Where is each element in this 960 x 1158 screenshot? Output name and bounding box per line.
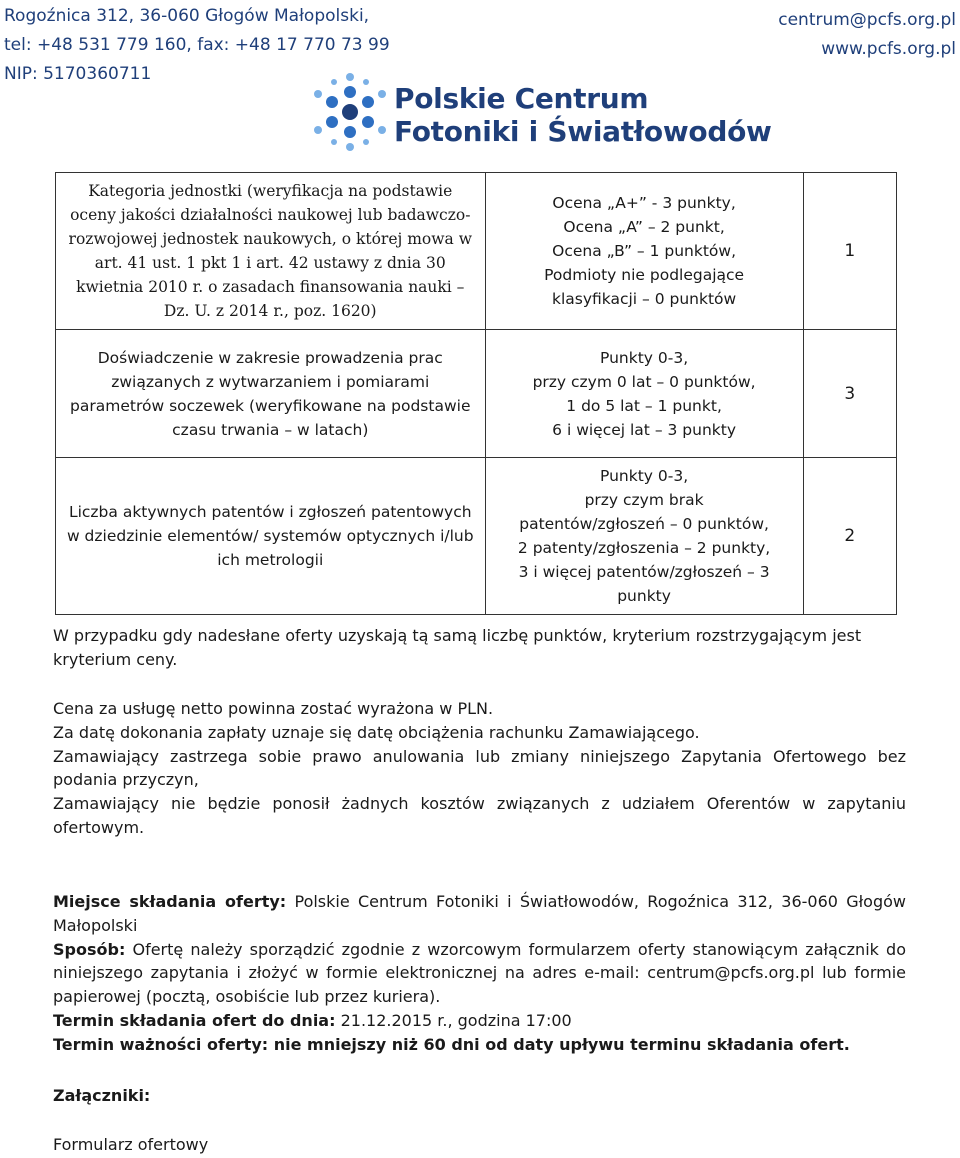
currency-condition: Cena za usługę netto powinna zostać wyrażona w PLN.	[53, 699, 494, 718]
criterion-cell: Liczba aktywnych patentów i zgłoszeń patentowych w dziedzinie elementów/ systemów optycznych i/lub ich metrologii	[56, 458, 486, 615]
submission-place	[53, 890, 906, 938]
scoring-line: klasyfikacji – 0 punktów	[551, 290, 737, 308]
scoring-line: 2 patenty/zgłoszenia – 2 punkty,	[517, 539, 771, 557]
criterion-cell: Kategoria jednostki (weryfikacja na podstawie oceny jakości działalności naukowej lub badawczo-rozwojowej jednostek naukowych, o której mowa w art. 41 ust. 1 pkt 1 i art. 42 ustawy z dnia 30 kwietnia 2010 r. o zasadach finansowania nauki – Dz. U. z 2014 r., poz. 1620)	[56, 173, 486, 330]
place-value: Polskie Centrum Fotoniki i Światłowodów, Rogoźnica 312, 36-060 Głogów Małopolski	[53, 892, 907, 935]
tie-rule-paragraph: W przypadku gdy nadesłane oferty uzyskają tą samą liczbę punktów, kryterium rozstrzygającym jest kryterium ceny.	[53, 626, 862, 669]
costs-condition: Zamawiający nie będzie ponosił żadnych kosztów związanych z udziałem Oferentów w zapytaniu ofertowym.	[53, 794, 906, 837]
scoring-line: Ocena „A” – 2 punkt,	[563, 218, 725, 236]
submission-deadline	[53, 1009, 906, 1033]
place-label: Miejsce składania oferty:	[53, 892, 287, 911]
scoring-cell	[485, 330, 803, 458]
scoring-line: 3 i więcej patentów/zgłoszeń – 3	[518, 563, 770, 581]
submission-method	[53, 938, 906, 1009]
scoring-line: punkty	[617, 587, 671, 605]
cancellation-condition: Zamawiający zastrzega sobie prawo anulowania lub zmiany niniejszego Zapytania Ofertowego bez podania przyczyn,	[53, 746, 906, 790]
company-logo	[312, 72, 772, 162]
table-row	[56, 458, 897, 615]
logo-wordmark	[394, 82, 772, 148]
criteria-table	[55, 172, 897, 615]
method-value: Ofertę należy sporządzić zgodnie z wzorcowym formularzem oferty stanowiącym załącznik do niniejszego zapytania i złożyć w formie elektronicznej na adres e-mail: centrum@pcfs.org.pl lub formie papierowej (pocztą, osobiście lub przez kuriera).	[53, 939, 906, 1007]
phone-line: tel: +48 531 779 160, fax: +48 17 770 73 99	[4, 35, 390, 55]
scoring-line: przy czym 0 lat – 0 punktów,	[532, 372, 756, 391]
weight-cell: 3	[803, 330, 896, 458]
scoring-line: Podmioty nie podlegające	[544, 266, 745, 284]
scoring-line: 6 i więcej lat – 3 punkty	[552, 420, 736, 439]
website-link[interactable]: www.pcfs.org.pl	[821, 39, 956, 59]
scoring-line: 1 do 5 lat – 1 punkt,	[566, 396, 722, 415]
weight-cell: 2	[803, 458, 896, 615]
table-row	[56, 173, 897, 330]
address-line: Rogoźnica 312, 36-060 Głogów Małopolski,	[4, 6, 370, 26]
scoring-cell	[485, 458, 803, 615]
table-row	[56, 330, 897, 458]
criterion-cell: Doświadczenie w zakresie prowadzenia prac związanych z wytwarzaniem i pomiarami parametrów soczewek (weryfikowane na podstawie czasu trwania – w latach)	[56, 330, 486, 458]
weight-cell: 1	[803, 173, 896, 330]
deadline-label: Termin składania ofert do dnia:	[53, 1010, 336, 1030]
scoring-line: patentów/zgłoszeń – 0 punktów,	[519, 515, 769, 533]
payment-date-condition: Za datę dokonania zapłaty uznaje się datę obciążenia rachunku Zamawiającego.	[53, 722, 700, 742]
header-contact	[778, 6, 956, 64]
scoring-line: przy czym brak	[584, 491, 704, 509]
attachments-label: Załączniki:	[53, 1086, 151, 1105]
submission-block	[53, 890, 906, 1057]
logo-line1: Polskie Centrum	[394, 82, 649, 115]
offer-validity: Termin ważności oferty: nie mniejszy niż 60 dni od daty upływu terminu składania ofert.	[53, 1034, 850, 1054]
scoring-line: Ocena „B” – 1 punktów,	[552, 242, 736, 260]
method-label: Sposób:	[53, 939, 126, 959]
scoring-line: Punkty 0-3,	[600, 348, 689, 367]
scoring-line: Ocena „A+” - 3 punkty,	[552, 194, 736, 212]
logo-line2: Fotoniki i Światłowodów	[394, 115, 772, 148]
nip-line: NIP: 5170360711	[4, 64, 152, 84]
deadline-value: 21.12.2015 r., godzina 17:00	[335, 1010, 572, 1030]
scoring-cell	[485, 173, 803, 330]
conditions-block	[53, 697, 906, 840]
attachment-item[interactable]: Formularz ofertowy	[53, 1135, 209, 1154]
scoring-line: Punkty 0-3,	[600, 467, 689, 485]
email-link[interactable]: centrum@pcfs.org.pl	[778, 10, 956, 30]
dots-logo-icon	[312, 72, 388, 152]
